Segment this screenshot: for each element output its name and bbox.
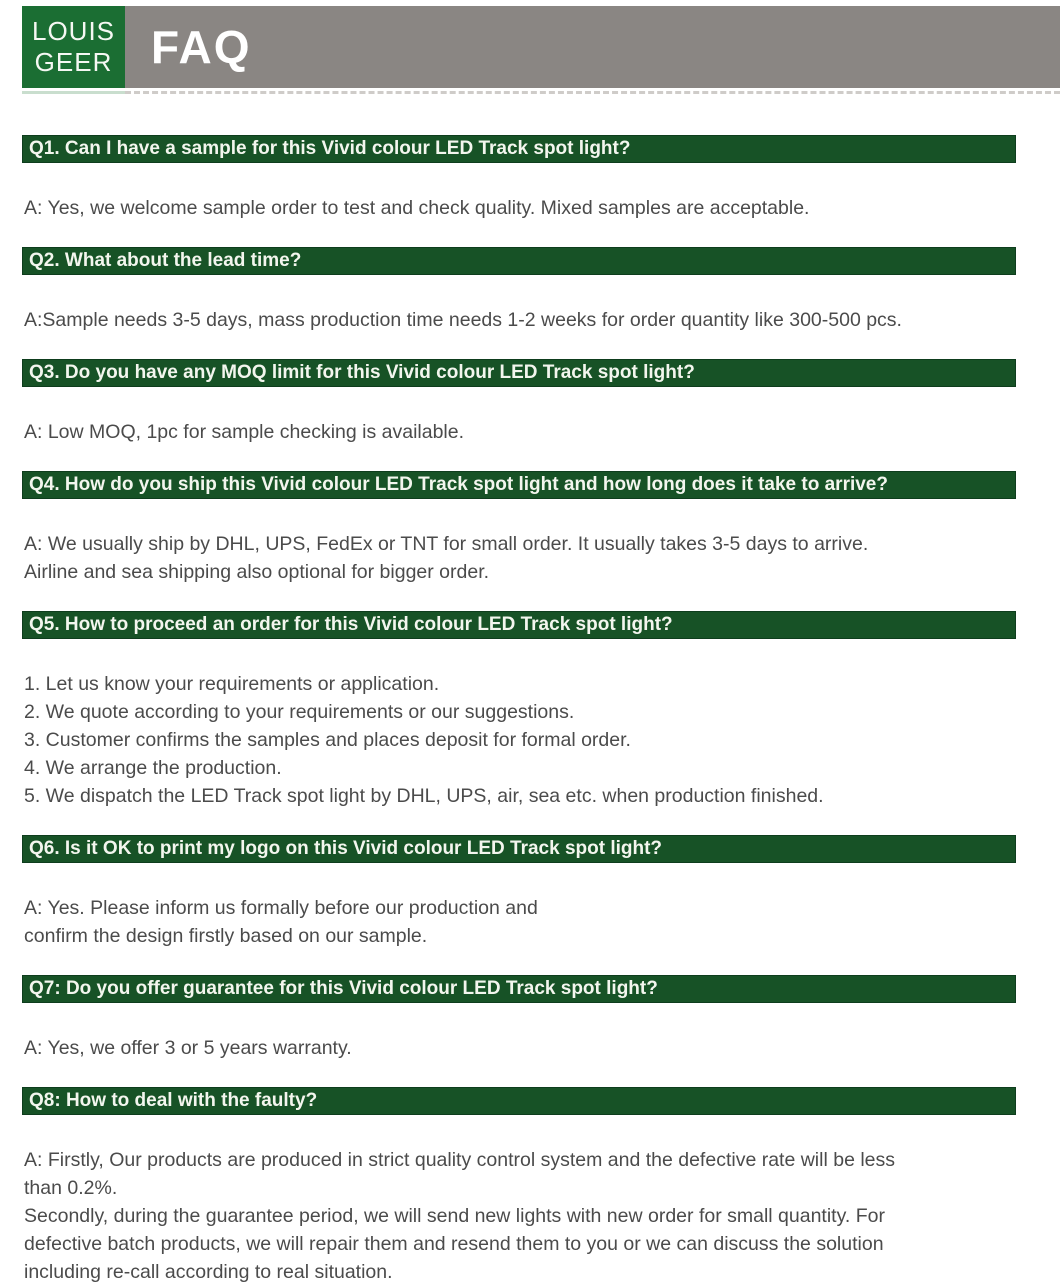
answer-line: A: Low MOQ, 1pc for sample checking is available. [24,421,465,443]
answer-line: A: Yes, we offer 3 or 5 years warranty. [24,1037,352,1059]
answer-line: confirm the design firstly based on our sample. [24,925,428,947]
question-bar [22,471,1016,499]
answer-line: A:Sample needs 3-5 days, mass production time needs 1-2 weeks for order quantity like 300-500 pcs. [24,309,902,331]
question-bar [22,975,1016,1003]
faq-item [22,135,1060,222]
answer-line: A: We usually ship by DHL, UPS, FedEx or TNT for small order. It usually takes 3-5 days to arrive. [24,533,869,555]
answer-text [24,306,1016,334]
answer-text [24,1034,1016,1062]
answer-text [24,530,1016,586]
answer-line: including re-call according to real situation. [24,1261,393,1283]
brand-logo [22,6,125,88]
question-bar [22,835,1016,863]
header-title-bar [125,6,1060,88]
faq-item [22,1087,1060,1286]
page-header [22,6,1060,88]
question-text: Q5. How to proceed an order for this Vivid colour LED Track spot light? [29,614,673,635]
answer-line: 3. Customer confirms the samples and places deposit for formal order. [24,729,631,751]
faq-item [22,471,1060,586]
question-bar [22,611,1016,639]
answer-line: than 0.2%. [24,1177,118,1199]
brand-logo-line2: GEER [34,47,113,77]
answer-line: defective batch products, we will repair them and resend them to you or we can discuss the solution [24,1233,884,1255]
faq-list [22,135,1060,1286]
answer-line: 2. We quote according to your requirements or our suggestions. [24,701,575,723]
answer-line: Airline and sea shipping also optional for bigger order. [24,561,490,583]
header-divider-dashed [125,91,1060,95]
question-bar [22,135,1016,163]
question-bar [22,1087,1016,1115]
header-divider [22,91,1060,95]
faq-item [22,247,1060,334]
header-divider-left [22,91,125,95]
faq-item [22,975,1060,1062]
faq-item [22,835,1060,950]
question-text: Q6. Is it OK to print my logo on this Vivid colour LED Track spot light? [29,838,663,859]
answer-line: 5. We dispatch the LED Track spot light by DHL, UPS, air, sea etc. when production finished. [24,785,824,807]
question-text: Q8: How to deal with the faulty? [29,1090,318,1111]
question-text: Q4. How do you ship this Vivid colour LED Track spot light and how long does it take to arrive? [29,474,888,495]
answer-text [24,418,1016,446]
answer-line: Secondly, during the guarantee period, we will send new lights with new order for small quantity. For [24,1205,885,1227]
question-bar [22,247,1016,275]
brand-logo-line1: LOUIS [31,16,116,46]
answer-text [24,1146,1016,1286]
question-text: Q3. Do you have any MOQ limit for this Vivid colour LED Track spot light? [29,362,695,383]
answer-text [24,670,1016,810]
answer-text [24,194,1016,222]
question-bar [22,359,1016,387]
faq-item [22,611,1060,810]
faq-item [22,359,1060,446]
answer-line: 4. We arrange the production. [24,757,282,779]
answer-line: A: Yes, we welcome sample order to test and check quality. Mixed samples are acceptable. [24,197,810,219]
question-text: Q7: Do you offer guarantee for this Vivid colour LED Track spot light? [29,978,658,999]
question-text: Q2. What about the lead time? [29,250,302,271]
answer-line: A: Firstly, Our products are produced in strict quality control system and the defective rate will be less [24,1149,896,1171]
answer-line: 1. Let us know your requirements or application. [24,673,440,695]
page-title: FAQ [151,21,252,73]
answer-line: A: Yes. Please inform us formally before our production and [24,897,538,919]
answer-text [24,894,1016,950]
question-text: Q1. Can I have a sample for this Vivid colour LED Track spot light? [29,138,631,159]
